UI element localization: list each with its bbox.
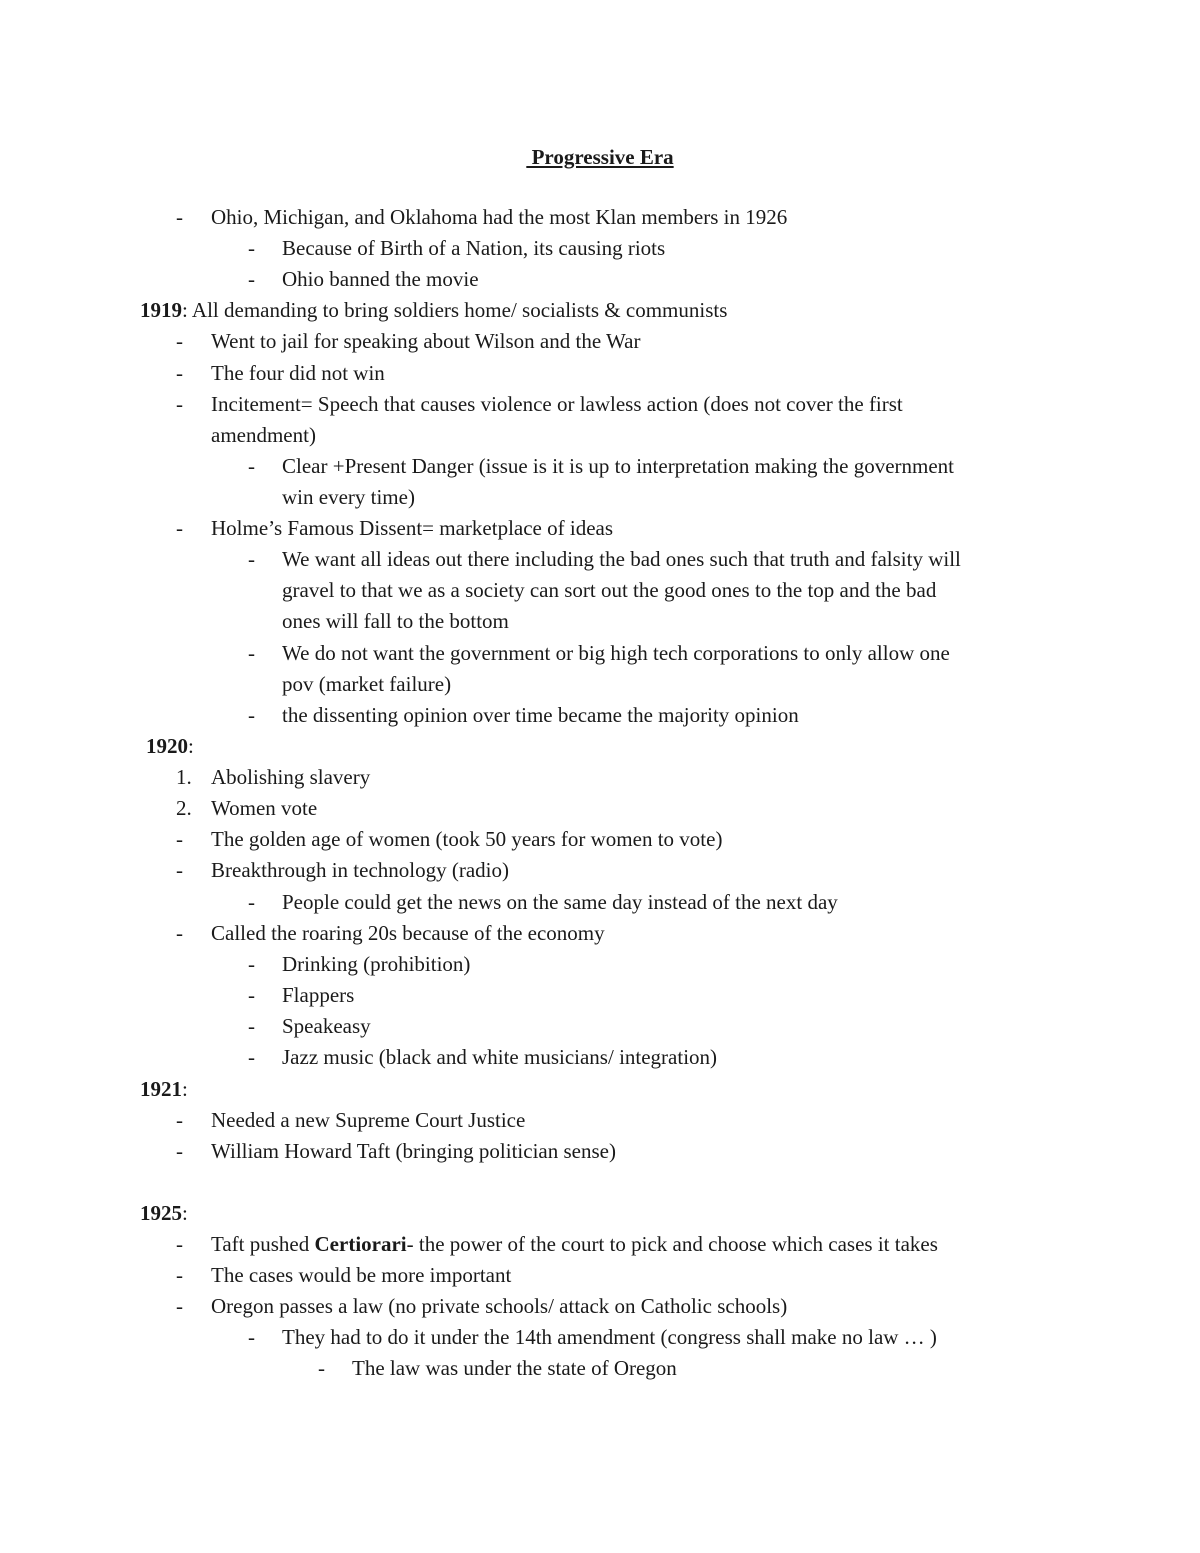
- bullet-dash: -: [248, 703, 255, 727]
- page-title: Progressive Era: [526, 145, 674, 169]
- note-line: The four did not win: [211, 361, 385, 385]
- bullet-dash: -: [248, 267, 255, 291]
- note-line: Ohio, Michigan, and Oklahoma had the most Klan members in 1926: [211, 205, 788, 229]
- note-line: We do not want the government or big high tech corporations to only allow one: [282, 641, 950, 665]
- bullet-dash: -: [176, 392, 183, 416]
- list-number: 2.: [176, 796, 192, 820]
- bullet-dash: -: [248, 1325, 255, 1349]
- bullet-dash: -: [248, 236, 255, 260]
- note-line: People could get the news on the same day instead of the next day: [282, 890, 838, 914]
- note-line: Holme’s Famous Dissent= marketplace of ideas: [211, 516, 614, 540]
- bullet-dash: -: [176, 858, 183, 882]
- year-label: 1920: [146, 734, 188, 758]
- bullet-dash: -: [176, 329, 183, 353]
- note-line: William Howard Taft (bringing politician sense): [211, 1139, 616, 1163]
- year-heading-1920: [146, 731, 194, 762]
- note-line: the dissenting opinion over time became the majority opinion: [282, 703, 799, 727]
- note-line: Ohio banned the movie: [282, 267, 479, 291]
- note-line-prefix: Taft pushed: [211, 1232, 315, 1256]
- bullet-dash: -: [176, 205, 183, 229]
- bullet-dash: -: [248, 641, 255, 665]
- bullet-dash: -: [248, 547, 255, 571]
- bullet-dash: -: [248, 454, 255, 478]
- note-line: We want all ideas out there including the bad ones such that truth and falsity will: [282, 547, 961, 571]
- bullet-dash: -: [318, 1356, 325, 1380]
- bullet-dash: -: [248, 952, 255, 976]
- note-line: Needed a new Supreme Court Justice: [211, 1108, 526, 1132]
- note-line: Oregon passes a law (no private schools/ attack on Catholic schools): [211, 1294, 788, 1318]
- note-line: Speakeasy: [282, 1014, 371, 1038]
- year-label: 1921: [140, 1077, 182, 1101]
- bullet-dash: -: [248, 1014, 255, 1038]
- year-heading-1921: [140, 1074, 188, 1105]
- bullet-dash: -: [176, 827, 183, 851]
- note-line: The law was under the state of Oregon: [352, 1356, 677, 1380]
- note-line-rest: - the power of the court to pick and choose which cases it takes: [406, 1232, 938, 1256]
- bullet-dash: -: [176, 1294, 183, 1318]
- note-line: The cases would be more important: [211, 1263, 512, 1287]
- note-line: [211, 1229, 938, 1260]
- bullet-dash: -: [176, 516, 183, 540]
- bullet-dash: -: [176, 1263, 183, 1287]
- year-heading-1919: [140, 295, 727, 326]
- note-line-bold-term: Certiorari: [314, 1232, 407, 1256]
- note-line-continuation: gravel to that we as a society can sort out the good ones to the top and the bad: [282, 578, 937, 602]
- note-line: Drinking (prohibition): [282, 952, 471, 976]
- bullet-dash: -: [248, 1045, 255, 1069]
- bullet-dash: -: [176, 361, 183, 385]
- note-line: Abolishing slavery: [211, 765, 371, 789]
- note-line: Went to jail for speaking about Wilson and the War: [211, 329, 641, 353]
- note-line: The golden age of women (took 50 years for women to vote): [211, 827, 723, 851]
- year-text: :: [182, 1201, 188, 1225]
- note-line-continuation: pov (market failure): [282, 672, 452, 696]
- year-text: :: [182, 1077, 188, 1101]
- bullet-dash: -: [248, 890, 255, 914]
- note-line: Breakthrough in technology (radio): [211, 858, 509, 882]
- bullet-dash: -: [176, 1232, 183, 1256]
- year-label: 1919: [140, 298, 182, 322]
- note-line: Flappers: [282, 983, 355, 1007]
- bullet-dash: -: [176, 1108, 183, 1132]
- note-line: They had to do it under the 14th amendment (congress shall make no law … ): [282, 1325, 937, 1349]
- note-line-continuation: win every time): [282, 485, 415, 509]
- note-line-continuation: ones will fall to the bottom: [282, 609, 509, 633]
- note-line: Clear +Present Danger (issue is it is up to interpretation making the government: [282, 454, 955, 478]
- list-number: 1.: [176, 765, 192, 789]
- year-text: :: [188, 734, 194, 758]
- note-line: Called the roaring 20s because of the economy: [211, 921, 605, 945]
- note-line-continuation: amendment): [211, 423, 316, 447]
- year-label: 1925: [140, 1201, 182, 1225]
- year-heading-1925: [140, 1198, 188, 1229]
- bullet-dash: -: [176, 921, 183, 945]
- note-line: Because of Birth of a Nation, its causing riots: [282, 236, 666, 260]
- year-text: : All demanding to bring soldiers home/ socialists & communists: [182, 298, 728, 322]
- note-line: Incitement= Speech that causes violence or lawless action (does not cover the first: [211, 392, 903, 416]
- note-line: Women vote: [211, 796, 318, 820]
- bullet-dash: -: [248, 983, 255, 1007]
- note-line: Jazz music (black and white musicians/ integration): [282, 1045, 718, 1069]
- bullet-dash: -: [176, 1139, 183, 1163]
